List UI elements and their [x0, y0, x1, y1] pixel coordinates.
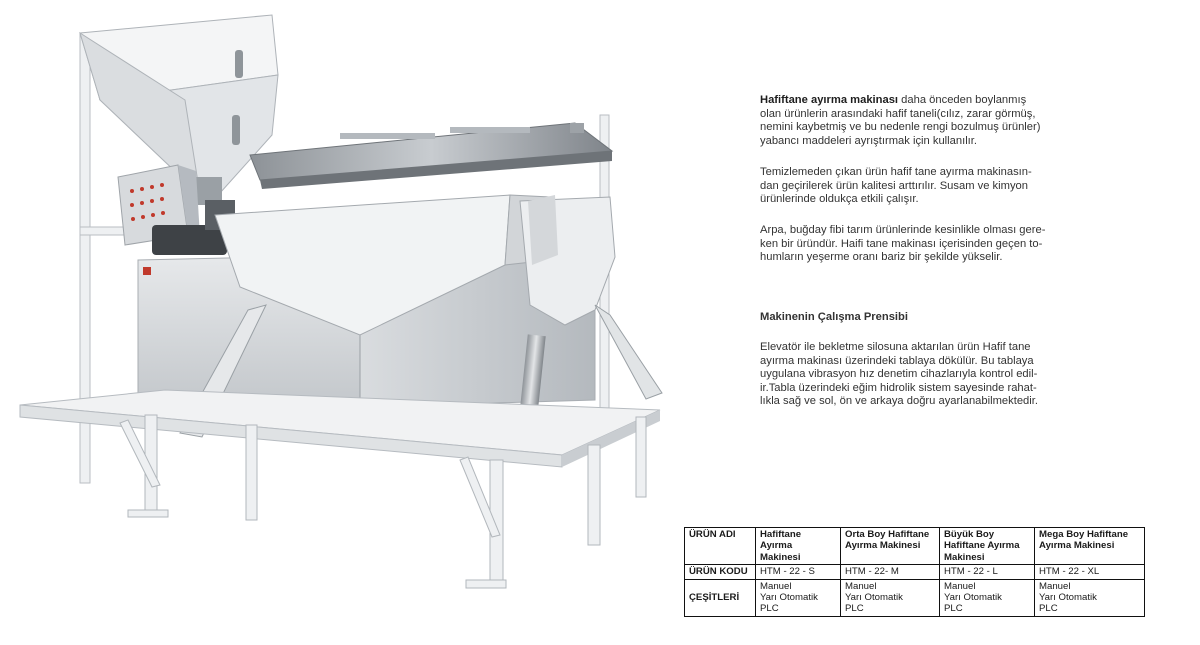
product-name-bold: Hafiftane ayırma makinası — [760, 94, 899, 106]
product-name-cell: Büyük Boy Hafiftane Ayırma Makinesi — [940, 528, 1035, 565]
table-row — [685, 565, 1145, 579]
variants-cell: Manuel Yarı Otomatik PLC — [1035, 579, 1145, 616]
intro-paragraph: Hafiftane ayırma makinası daha önceden boylanmış olan ürünlerin arasındaki hafif taneli(cılız, zarar görmüş, nemini kaybetmiş ve bu nedenle rengi bozulmuş ürünler) yabancı maddeleri ayrıştırmak için kullanılır. — [760, 94, 1041, 147]
variants-cell: Manuel Yarı Otomatik PLC — [841, 579, 940, 616]
variants-label-cell: ÇEŞİTLERİ — [685, 579, 756, 616]
code-cell: HTM - 22- M — [841, 565, 940, 579]
variants-cell: Manuel Yarı Otomatik PLC — [756, 579, 841, 616]
platform — [20, 390, 660, 467]
code-cell: HTM - 22 - XL — [1035, 565, 1145, 579]
product-table — [684, 527, 1145, 617]
quality-paragraph: Temizlemeden çıkan ürün hafif tane ayırma makinasın- dan geçirilerek ürün kalitesi arttırılır. Susam ve kimyon ürünlerinde oldukça etkili çalışır. — [760, 166, 1032, 206]
variants-cell: Manuel Yarı Otomatik PLC — [940, 579, 1035, 616]
product-name-cell: Orta Boy Hafiftane Ayırma Makinesi — [841, 528, 940, 565]
code-label-cell: ÜRÜN KODU — [685, 565, 756, 579]
product-name-cell: Hafiftane Ayırma Makinesi — [756, 528, 841, 565]
code-cell: HTM - 22 - L — [940, 565, 1035, 579]
germination-paragraph: Arpa, buğday fibi tarım ürünlerinde kesinlikle olması gere- ken bir üründür. Haifi tane makinası içerisinden geçen to- humların yeşerme oranı bariz bir şekilde yükselir. — [760, 224, 1046, 264]
table-row — [685, 579, 1145, 616]
machine-photo — [10, 5, 680, 605]
header-cell: ÜRÜN ADI — [685, 528, 756, 565]
product-name-cell: Mega Boy Hafiftane Ayırma Makinesi — [1035, 528, 1145, 565]
section-heading: Makinenin Çalışma Prensibi — [760, 311, 908, 323]
vibration-tray — [250, 123, 612, 189]
code-cell: HTM - 22 - S — [756, 565, 841, 579]
table-row — [685, 528, 1145, 565]
principle-paragraph: Elevatör ile bekletme silosuna aktarılan ürün Hafif tane ayırma makinası üzerindeki tablaya dökülür. Bu tablaya uygulana vibrasyon hız denetim cihazlarıyla kontrol edil- ir.Tabla üzerindeki eğim hidrolik sistem sayesinde rahat- lıkla sağ ve sol, ön ve arkaya doğru ayarlanabilmektedir. — [760, 341, 1038, 408]
